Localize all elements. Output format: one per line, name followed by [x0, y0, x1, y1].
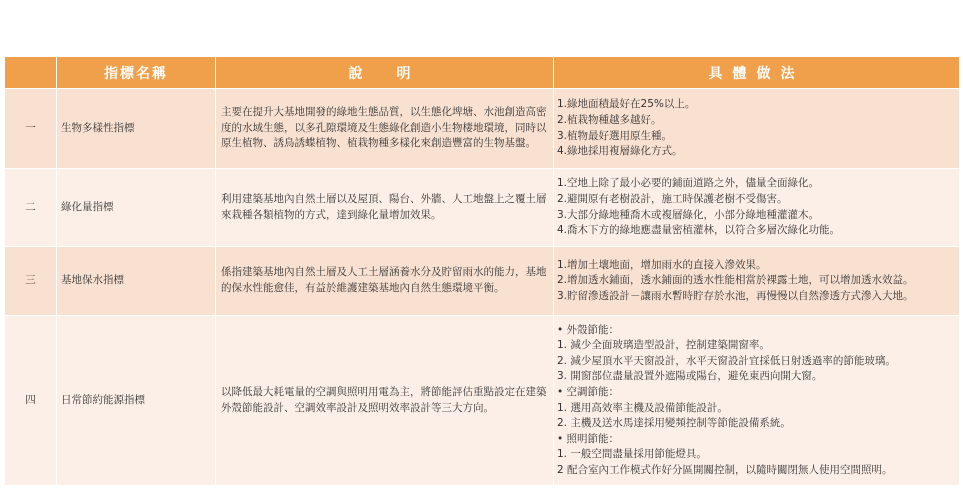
indicator-methods: [554, 89, 959, 168]
table-row: [5, 247, 959, 315]
row-number: 四: [5, 316, 56, 485]
header-description: 說 明: [216, 57, 553, 88]
indicator-methods: [554, 247, 959, 315]
method-item: 2. 減少屋頂水平天窗設計，水平天窗設計宜採低日射透過率的節能玻璃。: [557, 354, 896, 367]
row-number: 一: [5, 89, 56, 168]
indicator-methods: [554, 169, 959, 246]
row-number: 三: [5, 247, 56, 315]
method-item: 1.綠地面積最好在25%以上。: [557, 98, 696, 111]
indicator-description: 係指建築基地內自然土層及人工土層涵養水分及貯留雨水的能力，基地的保水性能愈佳，有益於維護建築基地內自然生態環境平衡。: [216, 247, 553, 315]
indicator-description: 利用建築基地內自然土層以及屋頂、陽台、外牆、人工地盤上之覆土層來栽種各類植物的方式，達到綠化量增加效果。: [216, 169, 553, 246]
table-row: [5, 89, 959, 168]
method-item: 2.植栽物種越多越好。: [557, 113, 662, 126]
method-item: • 空調節能：: [557, 385, 620, 398]
row-number: 二: [5, 169, 56, 246]
indicator-table: [4, 56, 960, 486]
indicator-name: 日常節約能源指標: [57, 316, 215, 485]
method-item: 2.避開原有老樹設計，施工時保護老樹不受傷害。: [557, 192, 788, 205]
indicator-name: 生物多樣性指標: [57, 89, 215, 168]
method-item: 1.增加土壤地面，增加雨水的直接入滲效果。: [557, 258, 767, 271]
indicator-description: 主要在提升大基地開發的綠地生態品質，以生態化埤塘、水池創造高密度的水域生態，以多孔隙環境及生態綠化創造小生物棲地環境，同時以原生植物、誘鳥誘蝶植物、植栽物種多樣化來創造豐富的生物基盤。: [216, 89, 553, 168]
table-row: [5, 316, 959, 485]
method-item: • 照明節能：: [557, 432, 620, 445]
method-item: 2 配合室內工作模式作好分區開關控制，以隨時關閉無人使用空間照明。: [557, 463, 893, 476]
method-item: 3. 開窗部位盡量設置外遮陽或陽台，避免東西向開大窗。: [557, 370, 823, 383]
method-item: 1.空地上除了最小必要的鋪面道路之外，儘量全面綠化。: [557, 177, 820, 190]
method-item: 3.貯留滲透設計－讓雨水暫時貯存於水池，再慢慢以自然滲透方式滲入大地。: [557, 289, 914, 302]
table-header-row: [5, 57, 959, 88]
method-item: 3.大部分綠地種喬木或複層綠化，小部分綠地種灌灌木。: [557, 208, 820, 221]
method-item: • 外殼節能：: [557, 323, 620, 336]
method-item: 3.植物最好選用原生種。: [557, 129, 673, 142]
method-item: 2.增加透水鋪面，透水鋪面的透水性能相當於裸露土地，可以增加透水效益。: [557, 274, 914, 287]
indicator-table-container: [4, 56, 959, 486]
indicator-name: 綠化量指標: [57, 169, 215, 246]
method-item: 1. 一般空間盡量採用節能燈具。: [557, 448, 707, 461]
method-item: 1. 選用高效率主機及設備節能設計。: [557, 401, 728, 414]
indicator-methods: [554, 316, 959, 485]
method-item: 2. 主機及送水馬達採用變頻控制等節能設備系統。: [557, 417, 791, 430]
header-methods: 具體做法: [554, 57, 959, 88]
header-indicator-name: 指標名稱: [57, 57, 215, 88]
method-item: 4.喬木下方的綠地應盡量密植灌林，以符合多層次綠化功能。: [557, 224, 841, 237]
indicator-name: 基地保水指標: [57, 247, 215, 315]
method-item: 4.綠地採用複層綠化方式。: [557, 145, 683, 158]
header-number: [5, 57, 56, 88]
table-row: [5, 169, 959, 246]
indicator-description: 以降低最大耗電量的空調與照明用電為主，將節能評估重點設定在建築外殼節能設計、空調效率設計及照明效率設計等三大方向。: [216, 316, 553, 485]
method-item: 1. 減少全面玻璃造型設計，控制建築開窗率。: [557, 339, 770, 352]
